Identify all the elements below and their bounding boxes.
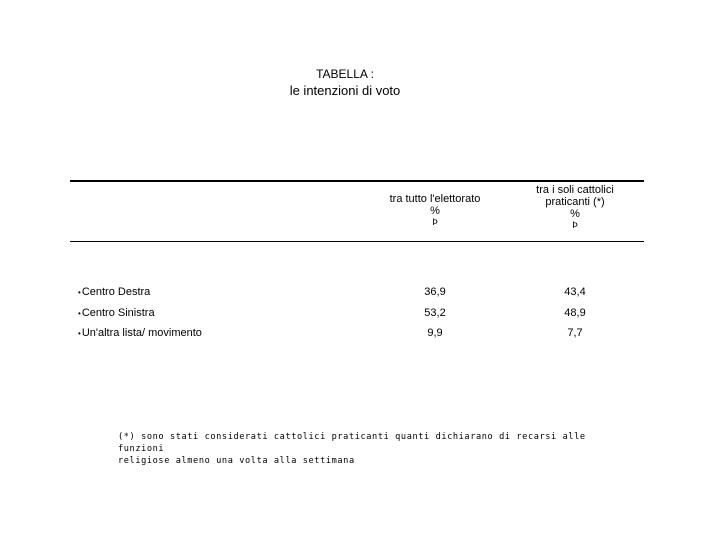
bullet-icon: • [78, 329, 81, 338]
row-label-text: Centro Destra [81, 286, 151, 298]
column-symbol-icon: Þ [432, 218, 438, 228]
bullet-icon: • [78, 288, 81, 297]
column-symbol-icon: Þ [572, 221, 578, 231]
footnote [118, 431, 618, 467]
footnote-line: religiose almeno una volta alla settimana [118, 456, 355, 466]
row-label-text: Centro Sinistra [81, 307, 155, 319]
row-label [78, 307, 155, 319]
table-row [0, 327, 720, 341]
cell-catholics: 48,9 [564, 307, 586, 319]
table-title: TABELLA : [316, 67, 374, 81]
row-label [78, 286, 150, 298]
cell-all-voters: 36,9 [424, 286, 446, 298]
table-row [0, 286, 720, 300]
table-header-rule [70, 241, 644, 242]
column-header-unit: % [430, 205, 440, 217]
table-subtitle: le intenzioni di voto [289, 83, 401, 98]
bullet-icon: • [78, 309, 81, 318]
cell-all-voters: 53,2 [424, 307, 446, 319]
row-label-text: Un'altra lista/ movimento [81, 327, 202, 339]
column-header-catholics [510, 184, 640, 232]
footnote-line: (*) sono stati considerati cattolici praticanti quanti dichiarano di recarsi alle funzioni [118, 432, 586, 454]
cell-catholics: 43,4 [564, 286, 586, 298]
column-header-line: praticanti (*) [545, 196, 605, 208]
row-label [78, 327, 202, 339]
column-header-line: tra i soli cattolici [536, 184, 614, 196]
cell-catholics: 7,7 [567, 327, 583, 339]
column-header-line: tra tutto l'elettorato [389, 193, 481, 205]
cell-all-voters: 9,9 [427, 327, 443, 339]
column-header-all-voters [370, 193, 500, 229]
table-row [0, 307, 720, 321]
column-header-unit: % [570, 208, 580, 220]
table-top-rule [70, 180, 644, 182]
